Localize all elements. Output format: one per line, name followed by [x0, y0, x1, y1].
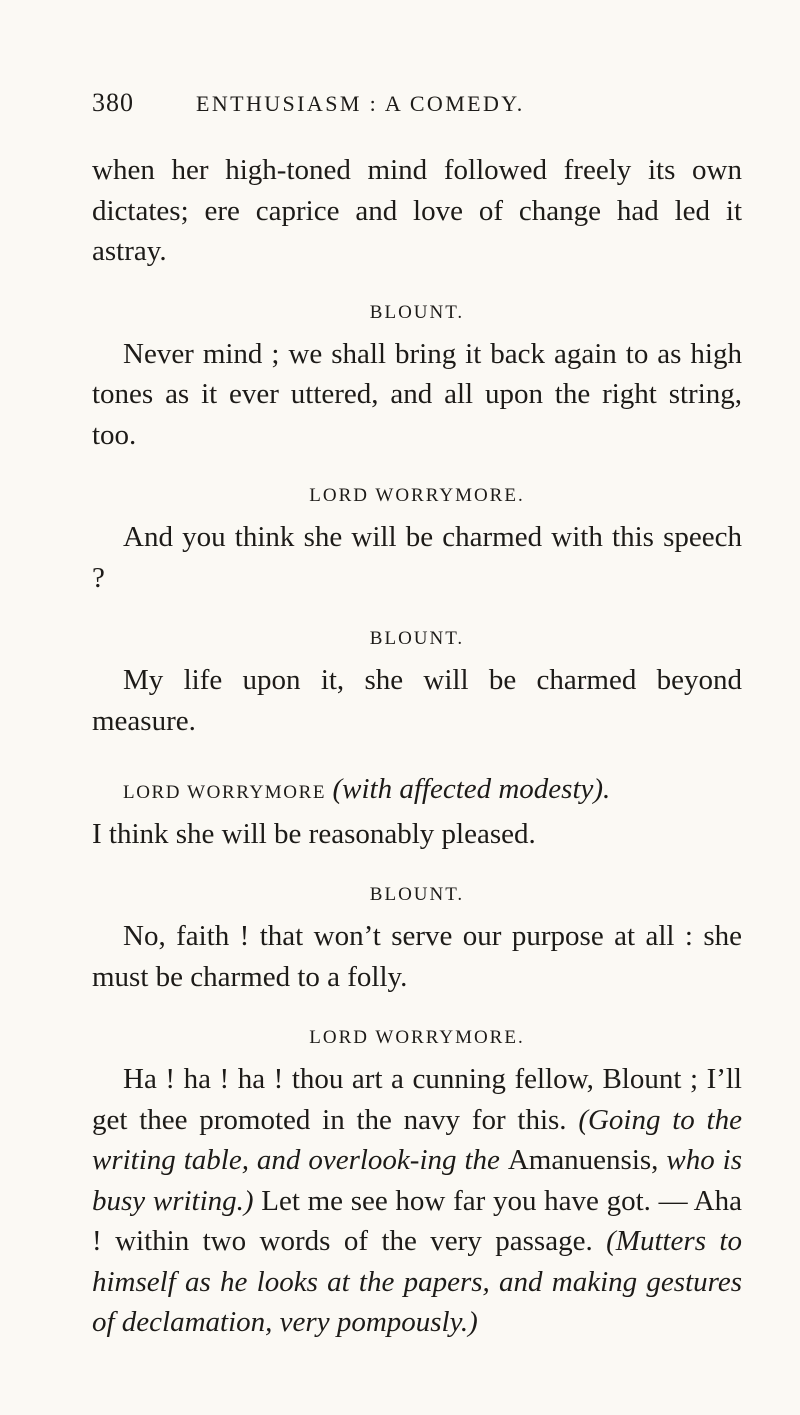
dialogue-text: Let me see how far you have got. — Aha ! within two words of the very passage.: [92, 1184, 742, 1257]
paragraph: Never mind ; we shall bring it back again to as high tones as it ever uttered, and all upon the right string, too.: [92, 337, 742, 451]
stage-direction: (Going to the writing table, and overlook-ing the: [92, 1103, 742, 1176]
running-head: [92, 88, 712, 128]
paragraph: when her high-toned mind followed freely its own dictates; ere caprice and love of change had led it astray.: [92, 154, 742, 267]
paragraph: And you think she will be charmed with this speech ?: [92, 521, 742, 594]
speaker-name: LORD WORRYMORE: [123, 782, 327, 803]
paragraph: My life upon it, she will be charmed beyond measure.: [92, 664, 742, 737]
play-text: [92, 150, 742, 1343]
speaker-heading: LORD WORRYMORE.: [309, 485, 525, 506]
page-number: 380: [92, 88, 134, 117]
stage-direction: (Mutters to himself as he looks at the papers, and making gestures of declamation, very pompously.): [92, 1225, 742, 1338]
speaker-heading-with-direction: [92, 769, 742, 814]
speaker-heading: BLOUNT.: [369, 301, 465, 323]
dialogue-text: Ha ! ha ! ha ! thou art a cunning fellow, Blount ; I’ll get thee promoted in the navy for this.: [92, 1063, 742, 1136]
speaker-heading: BLOUNT.: [369, 884, 465, 905]
stage-direction: who is busy writing.): [92, 1144, 742, 1217]
mixed-paragraph: [92, 1059, 742, 1343]
paragraph: I think she will be reasonably pleased.: [92, 817, 536, 850]
running-title: ENTHUSIASM : A COMEDY.: [196, 91, 525, 116]
speaker-heading: LORD WORRYMORE.: [309, 1027, 525, 1048]
dialogue-text: Amanuensis,: [507, 1144, 667, 1176]
stage-direction: (with affected modesty).: [332, 773, 611, 805]
paragraph: No, faith ! that won’t serve our purpose at all : she must be charmed to a folly.: [92, 920, 742, 993]
speaker-heading: BLOUNT.: [369, 628, 465, 649]
